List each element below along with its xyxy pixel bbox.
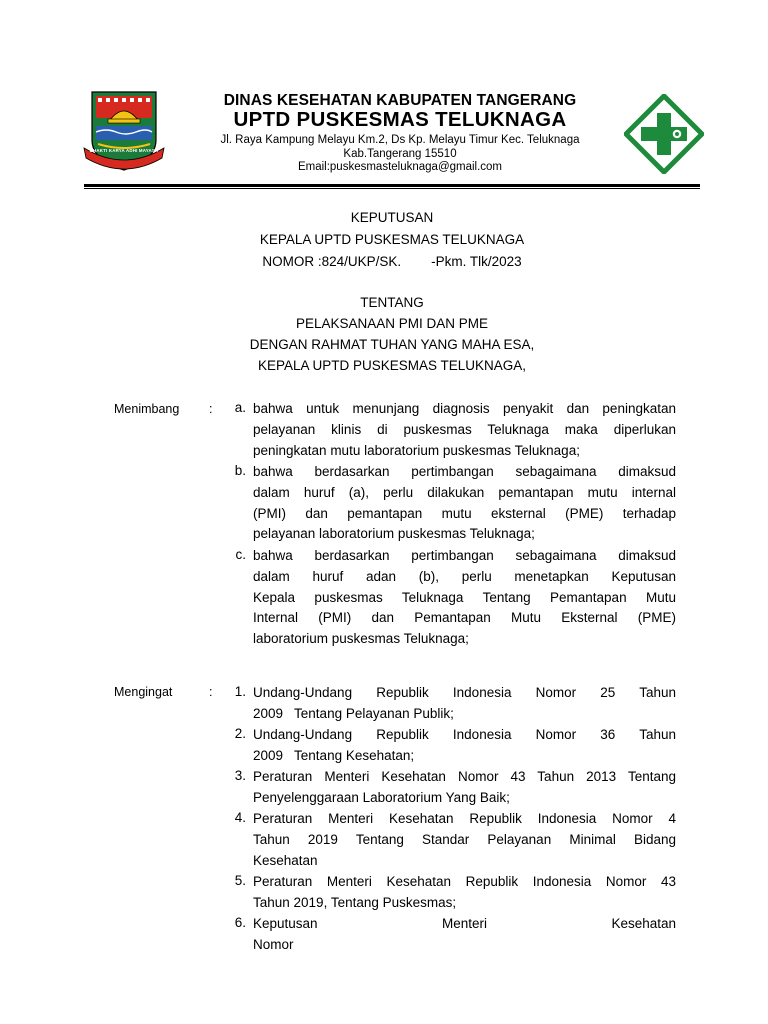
item-line: Internal (PMI) dan Pemantapan Mutu Eksternal (PME)	[253, 610, 676, 626]
signatory-line: KEPALA UPTD PUSKESMAS TELUKNAGA,	[257, 358, 527, 373]
institution-name: UPTD PUSKESMAS TELUKNAGA	[233, 108, 567, 131]
list-marker: 5.	[234, 873, 246, 888]
list-marker: 1.	[234, 684, 246, 699]
header-divider-thin	[84, 188, 700, 189]
list-item	[253, 809, 676, 871]
mengingat-colon: :	[209, 685, 213, 699]
menimbang-colon: :	[209, 402, 213, 416]
item-line: bahwa berdasarkan pertimbangan sebagaimana dimaksud	[253, 548, 676, 563]
list-marker: b.	[234, 463, 246, 478]
item-line: bahwa berdasarkan pertimbangan sebagaimana dimaksud	[253, 464, 676, 479]
list-item	[253, 767, 676, 809]
list-item	[253, 462, 676, 545]
tangerang-emblem-icon	[82, 88, 166, 174]
item-line: peningkatan mutu laboratorium puskesmas Teluknaga;	[253, 442, 580, 458]
address-line-2: Kab.Tangerang 15510	[343, 148, 457, 160]
list-item	[253, 872, 676, 914]
list-item	[253, 399, 676, 461]
list-marker: a.	[234, 400, 246, 415]
item-line: Tahun 2019 Tentang Standar Pelayanan Minimal Bidang	[253, 831, 676, 847]
item-line: 2009 Tentang Pelayanan Publik;	[253, 705, 454, 721]
item-line: Peraturan Menteri Kesehatan Republik Indonesia Nomor 43	[253, 874, 676, 889]
item-line: dalam huruf adan (b), perlu menetapkan Keputusan	[253, 568, 676, 584]
item-line: Undang-Undang Republik Indonesia Nomor 36 Tahun	[253, 727, 676, 742]
invocation: DENGAN RAHMAT TUHAN YANG MAHA ESA,	[249, 337, 535, 352]
emblem-motto: BHAKTI KARYA ADHI MAYASA	[89, 148, 159, 153]
item-line: dalam huruf (a), perlu dilakukan pemantapan mutu internal	[253, 484, 676, 500]
item-line: Keputusan Menteri Kesehatan Nomor	[253, 916, 676, 952]
list-marker: 3.	[234, 768, 246, 783]
puskesmas-cross-icon	[624, 94, 704, 174]
item-line: Tahun 2019, Tentang Puskesmas;	[253, 894, 457, 910]
item-line: Peraturan Menteri Kesehatan Republik Indonesia Nomor 4	[253, 811, 676, 826]
list-item	[253, 914, 676, 956]
item-line: pelayanan laboratorium puskesmas Teluknaga;	[253, 526, 535, 542]
item-line: Penyelenggaraan Laboratorium Yang Baik;	[253, 789, 510, 805]
list-marker: c.	[235, 547, 246, 562]
decree-subject: PELAKSANAAN PMI DAN PME	[295, 316, 489, 331]
email-line: Email:puskesmasteluknaga@gmail.com	[297, 161, 503, 173]
about-label: TENTANG	[360, 295, 424, 310]
menimbang-label: Menimbang	[114, 402, 180, 416]
list-item	[253, 725, 676, 767]
tangerang-emblem-logo	[82, 88, 166, 174]
item-line: Kepala puskesmas Teluknaga Tentang Pemantapan Mutu	[253, 589, 676, 605]
agency-name: DINAS KESEHATAN KABUPATEN TANGERANG	[223, 92, 577, 109]
item-line: bahwa untuk menunjang diagnosis penyakit dan peningkatan	[253, 401, 676, 416]
mengingat-label: Mengingat	[114, 685, 173, 699]
decree-title: KEPUTUSAN	[350, 210, 434, 225]
list-item	[253, 683, 676, 725]
decree-number: NOMOR :824/UKP/SK. -Pkm. Tlk/2023	[262, 254, 522, 269]
item-line: (PMI) dan pemantapan mutu eksternal (PME) terhadap	[253, 505, 676, 521]
item-line: Kesehatan	[253, 852, 318, 868]
list-marker: 6.	[234, 915, 246, 930]
puskesmas-logo	[624, 94, 704, 174]
item-line: Peraturan Menteri Kesehatan Nomor 43 Tahun 2013 Tentang	[253, 769, 676, 784]
list-marker: 2.	[234, 726, 246, 741]
item-line: 2009 Tentang Kesehatan;	[253, 747, 415, 763]
item-line: laboratorium puskesmas Teluknaga;	[253, 631, 469, 647]
address-line-1: Jl. Raya Kampung Melayu Km.2, Ds Kp. Melayu Timur Kec. Teluknaga	[220, 134, 580, 146]
header-divider	[84, 184, 700, 187]
decree-issuer: KEPALA UPTD PUSKESMAS TELUKNAGA	[259, 232, 525, 247]
list-marker: 4.	[234, 810, 246, 825]
item-line: Undang-Undang Republik Indonesia Nomor 25 Tahun	[253, 685, 676, 700]
item-line: pelayanan klinis di puskesmas Teluknaga maka diperlukan	[253, 421, 676, 437]
list-item	[253, 546, 676, 650]
